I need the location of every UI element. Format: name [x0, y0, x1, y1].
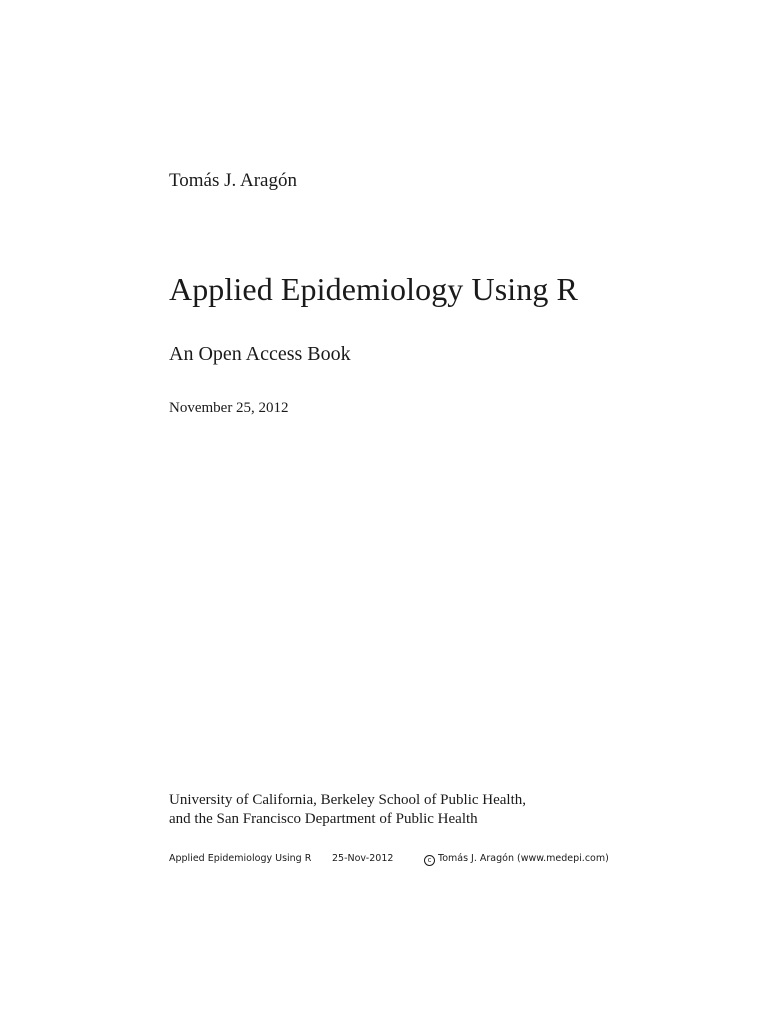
- footer-copyright: [424, 853, 609, 866]
- book-subtitle: An Open Access Book: [169, 343, 351, 365]
- author-name: Tomás J. Aragón: [169, 170, 297, 191]
- footer-book-title: Applied Epidemiology Using R: [169, 853, 312, 864]
- publication-date: November 25, 2012: [169, 400, 289, 416]
- footer-date: 25-Nov-2012: [332, 853, 394, 864]
- affiliation-line-1: University of California, Berkeley School of Public Health,: [169, 792, 527, 808]
- book-title: Applied Epidemiology Using R: [169, 271, 579, 307]
- affiliation-line-2: and the San Francisco Department of Public Health: [169, 811, 478, 827]
- copyright-icon: c: [424, 855, 435, 866]
- affiliation: [169, 791, 526, 829]
- footer-copyright-text: Tomás J. Aragón (www.medepi.com): [438, 853, 609, 864]
